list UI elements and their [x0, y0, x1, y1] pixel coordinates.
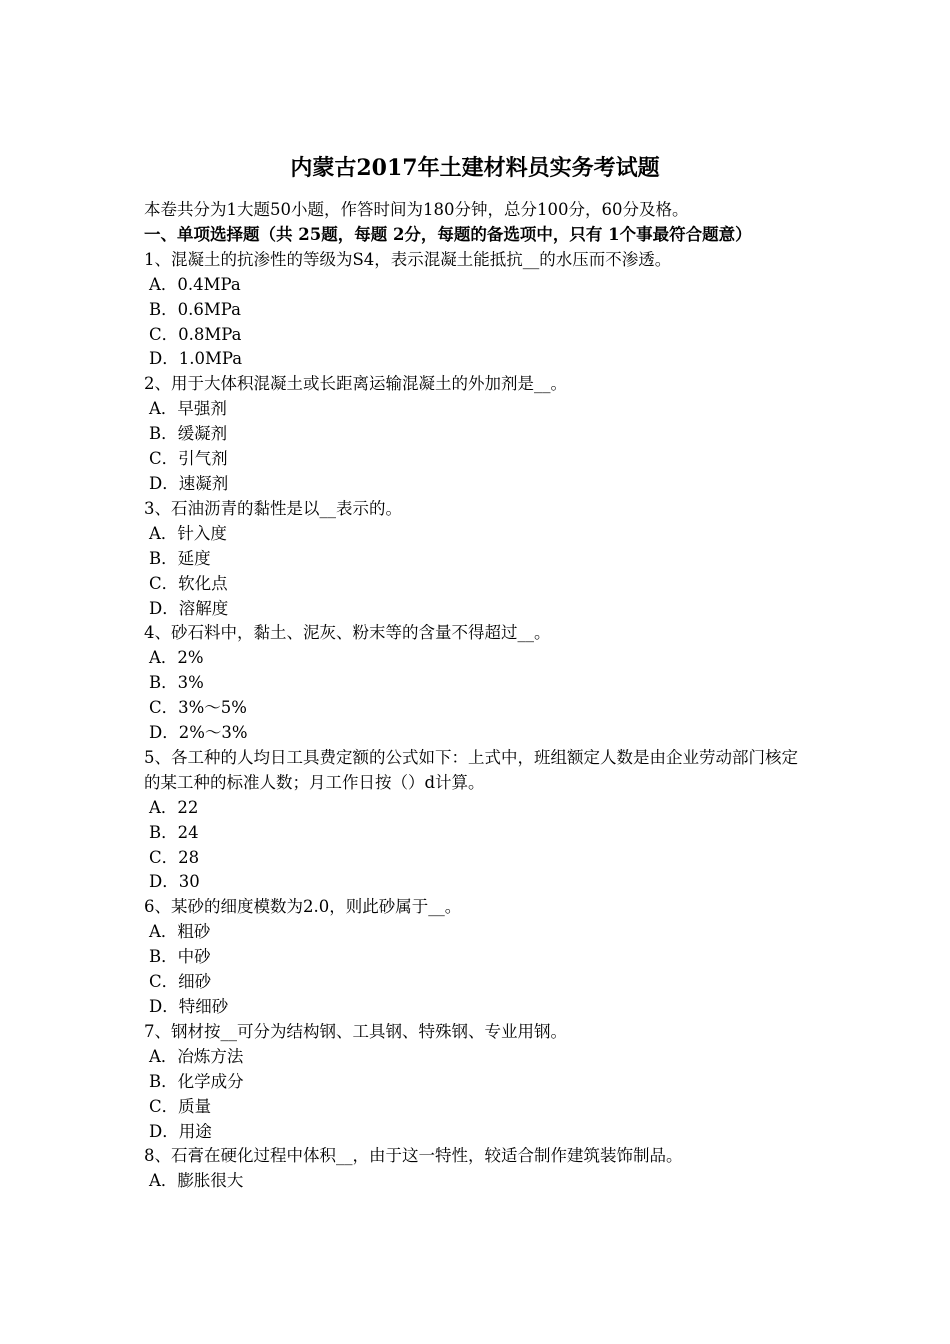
document-title: 内蒙古2017年土建材料员实务考试题 [290, 155, 660, 181]
question-text: 6、某砂的细度模数为2.0，则此砂属于__。 [144, 897, 462, 917]
option-b: B．中砂 [149, 947, 211, 967]
question-text: 7、钢材按__可分为结构钢、工具钢、特殊钢、专业用钢。 [144, 1021, 567, 1041]
option-b: B．缓凝剂 [149, 424, 228, 444]
question-text: 1、混凝土的抗渗性的等级为S4，表示混凝土能抵抗__的水压而不渗透。 [144, 249, 672, 269]
option-d: D．2%～3% [149, 723, 248, 743]
option-a: A．膨胀很大 [149, 1171, 244, 1191]
option-a: A．粗砂 [149, 922, 211, 942]
section-heading: 一、单项选择题（共 25题，每题 2分，每题的备选项中，只有 1个事最符合题意） [144, 224, 752, 244]
option-d: D．用途 [149, 1121, 212, 1141]
option-d: D．1.0MPa [149, 349, 243, 369]
option-c: C．28 [149, 847, 200, 867]
question-1 [144, 248, 814, 373]
option-c: C．质量 [149, 1096, 212, 1116]
question-6 [144, 895, 814, 1020]
option-c: C．0.8MPa [149, 324, 242, 344]
option-b: B．24 [149, 822, 199, 842]
option-b: B．0.6MPa [149, 299, 241, 319]
option-c: C．软化点 [149, 573, 228, 593]
option-d: D．特细砂 [149, 997, 229, 1016]
intro-text: 本卷共分为1大题50小题，作答时间为180分钟，总分100分，60分及格。 [144, 200, 689, 219]
question-4 [144, 621, 814, 746]
option-c: C．细砂 [149, 972, 212, 992]
option-a: A．2% [149, 648, 204, 668]
option-d: D．速凝剂 [149, 473, 229, 493]
question-text: 4、砂石料中，黏土、泥灰、粉末等的含量不得超过__。 [144, 623, 551, 643]
option-b: B．化学成分 [149, 1071, 244, 1091]
option-a: A．针入度 [149, 523, 227, 543]
option-c: C．引气剂 [149, 449, 228, 469]
question-text: 3、石油沥青的黏性是以__表示的。 [144, 498, 402, 518]
option-a: A．0.4MPa [149, 274, 241, 294]
document-body [144, 198, 814, 1194]
question-8 [144, 1144, 814, 1194]
option-a: A．早强剂 [149, 399, 227, 419]
option-b: B．3% [149, 673, 204, 693]
option-b: B．延度 [149, 548, 211, 568]
question-3 [144, 497, 814, 622]
question-text: 8、石膏在硬化过程中体积__，由于这一特性，较适合制作建筑装饰制品。 [144, 1146, 683, 1166]
option-c: C．3%～5% [149, 698, 247, 718]
question-7 [144, 1020, 814, 1145]
option-d: D．溶解度 [149, 598, 229, 618]
question-text: 5、各工种的人均日工具费定额的公式如下：上式中，班组额定人数是由企业劳动部门核定的某工种的标准人数；月工作日按（）d计算。 [144, 747, 798, 792]
option-d: D．30 [149, 872, 200, 892]
option-a: A．冶炼方法 [149, 1046, 244, 1066]
question-2 [144, 372, 814, 497]
question-5 [144, 746, 814, 895]
option-a: A．22 [149, 797, 199, 817]
question-text: 2、用于大体积混凝土或长距离运输混凝土的外加剂是__。 [144, 374, 567, 394]
